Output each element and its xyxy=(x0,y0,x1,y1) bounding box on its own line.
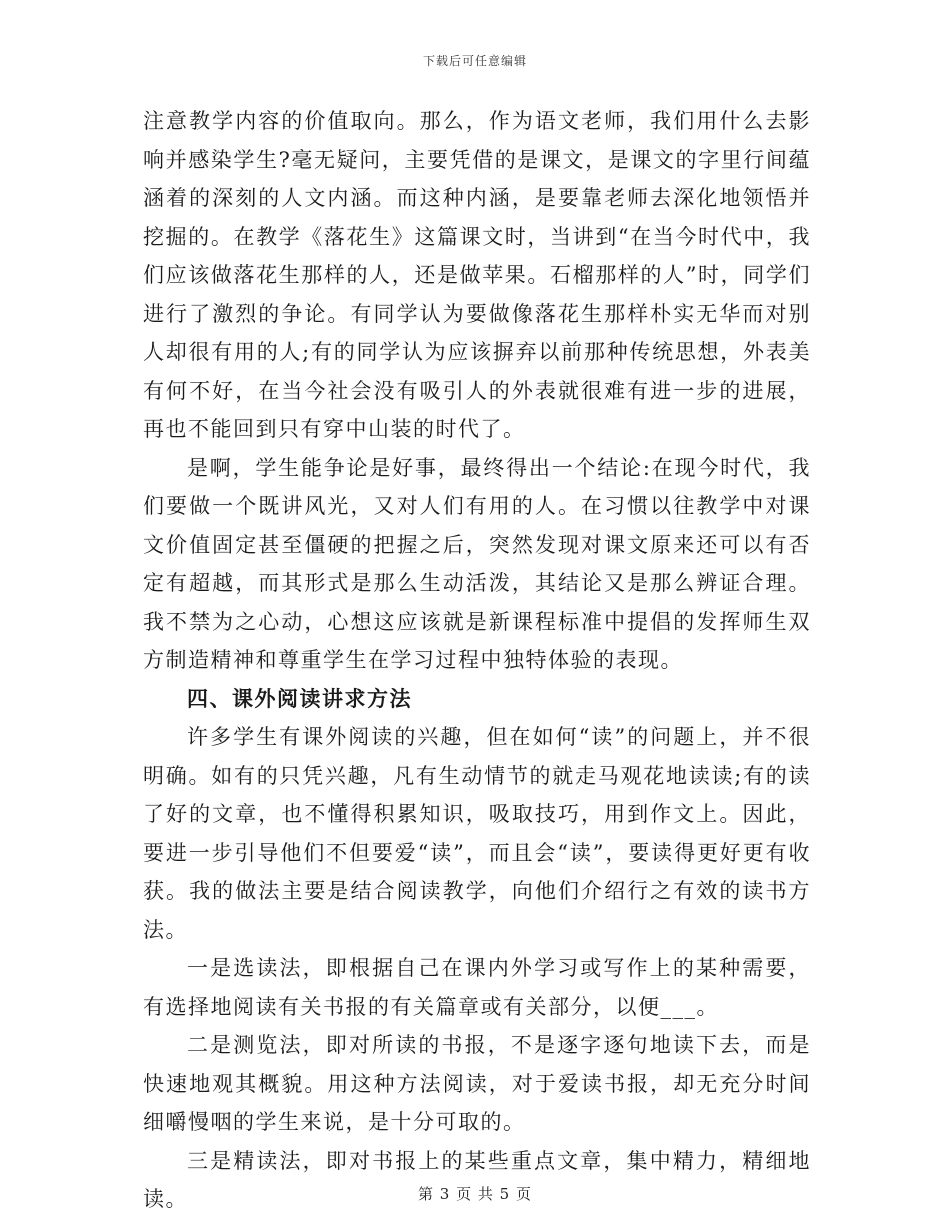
paragraph-conclusion: 是啊，学生能争论是好事，最终得出一个结论:在现今时代，我们要做一个既讲风光，又对人们有用的人。在习惯以往教学中对课文价值固定甚至僵硬的把握之后，突然发现对课文原来还可以有否定有超越，而其形式是那么生动活泼，其结论又是那么辨证合理。我不禁为之心动，心想这应该就是新课程标准中提倡的发挥师生双方制造精神和尊重学生在学习过程中独特体验的表现。 xyxy=(143,455,811,672)
paragraph-continuation: 注意教学内容的价值取向。那么，作为语文老师，我们用什么去影响并感染学生?毫无疑问，主要凭借的是课文，是课文的字里行间蕴涵着的深刻的人文内涵。而这种内涵，是要靠老师去深化地领悟并挖掘的。在教学《落花生》这篇课文时，当讲到“在当今时代中，我们应该做落花生那样的人，还是做苹果。石榴那样的人”时，同学们进行了激烈的争论。有同学认为要做像落花生那样朴实无华而对别人却很有用的人;有的同学认为应该摒弃以前那种传统思想，外表美有何不好，在当今社会没有吸引人的外表就很难有进一步的进展，再也不能回到只有穿中山装的时代了。 xyxy=(143,109,811,441)
section-heading: 四、课外阅读讲求方法 xyxy=(187,685,412,711)
page-header: 下载后可任意编辑 xyxy=(422,54,527,68)
page-number: 第 3 页 共 5 页 xyxy=(418,1185,532,1203)
paragraph-method-intensive: 三是精读法，即对书报上的某些重点文章，集中精力，精细地读。 xyxy=(143,1148,811,1211)
document-body xyxy=(143,102,811,1219)
paragraph-method-selective: 一是选读法，即根据自己在课内外学习或写作上的某种需要，有选择地阅读有关书报的有关篇章或有关部分，以便___。 xyxy=(143,956,811,1019)
paragraph-reading-interest: 许多学生有课外阅读的兴趣，但在如何“读”的问题上，并不很明确。如有的只凭兴趣，凡有生动情节的就走马观花地读读;有的读了好的文章，也不懂得积累知识，吸取技巧，用到作文上。因此，要进一步引导他们不但要爱“读”，而且会“读”，要读得更好更有收获。我的做法主要是结合阅读教学，向他们介绍行之有效的读书方法。 xyxy=(143,725,811,942)
paragraph-method-skimming: 二是测览法，即对所读的书报，不是逐字逐句地读下去，而是快速地观其概貌。用这种方法阅读，对于爱读书报，却无充分时间细嚼慢咽的学生来说，是十分可取的。 xyxy=(143,1033,811,1134)
